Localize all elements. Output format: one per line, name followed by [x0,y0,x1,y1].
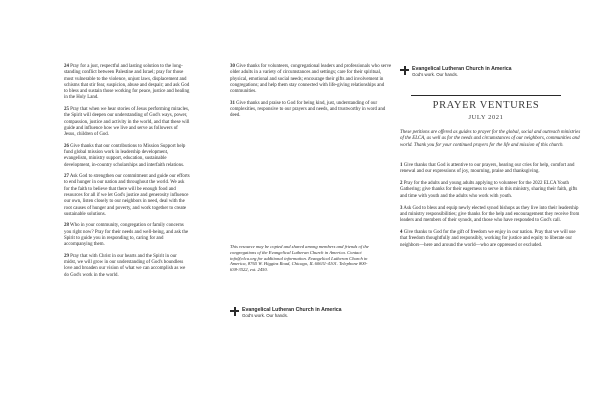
entry-number: 4 [400,230,403,236]
entry-number: 2 [400,181,403,187]
entry-text: Ask God to bless and equip newly elected synod bishops as they live into their leadership and ministry responsibilities; give thanks for the help and encouragement they receive from leaders and members of their synods, and those who have responded to God's call. [400,205,580,224]
intro-text: These petitions are offered as guides to prayer for the global, social and outreach ministries of the ELCA, as well as for the needs and circumstances of our neighbors, communities and world. Thank you for your continued prayers for the life and mission of this church. [400,130,581,148]
entry-number: 26 [64,143,69,149]
entry-text: Who in your community, congregation or family concerns you right now? Pray for their needs and well-being, and ask the Spirit to guide you in responding to, caring for and accompanying them. [64,223,189,248]
right-column [400,0,600,400]
entry-text: Give thanks that God is attentive to our prayers, hearing our cries for help, comfort and renewal and our expressions of joy, mourning, praise and thanksgiving. [400,162,575,175]
prayer-entry [230,101,392,120]
prayer-entry [400,163,582,176]
entry-text: Give thanks that our contributions to Mission Support help fund global mission work in leadership development, evangelism, ministry support, education, sustainable development, in-country scholarships and interfaith relations. [64,143,186,168]
prayer-entry [64,223,190,248]
entry-number: 29 [64,253,69,259]
entry-text: Ask God to strengthen our commitment and guide our efforts to end hunger in our nation and throughout the world. We ask for the faith to believe that there will be enough food and resources for all if we let God's justice and generosity influence our own, listen closely to our neighbors in need, deal with the root causes of hunger and poverty, and work together to create sustainable solutions. [64,174,190,217]
left-column [0,0,200,400]
title-block [400,95,582,121]
elca-logo [400,66,582,77]
entry-text: Pray for a just, respectful and lasting solution to the long-standing conflict between Palestine and Israel; pray for those most vulnerable to the violence, unjust laws, displacement and schisms that stir fear, suspicion, abuse and despair; and ask God to bless and sustain those working for peace, justice and healing in the Holy Land. [64,64,190,101]
copyright-note: This resource may be copied and shared among members and friends of the congregations of the Evangelical Lutheran Church in America. Contact info@elca.org for additional information. Evangelical Lutheran Church in America, 8765 W. Higgins Road, Chicago, IL 60631-4101. Telephone 800-638-3522, ext. 2450. [230,244,369,273]
entry-number: 27 [64,174,69,180]
cross-icon [400,66,409,75]
prayer-entry [64,174,190,218]
logo-name: Evangelical Lutheran Church in America [242,307,342,313]
prayer-entry [64,107,190,138]
elca-logo [230,307,342,318]
prayer-entry [64,254,190,279]
logo-name: Evangelical Lutheran Church in America [412,66,512,72]
entry-text: Pray that when we hear stories of Jesus performing miracles, the Spirit will deepen our understanding of God's ways, power, compassion, justice and activity in the world, and that these will guide and influence how we live and serve as followers of Jesus, children of God. [64,106,190,138]
logo-tagline: God's work. Our hands. [412,72,458,77]
entry-number: 30 [230,64,235,69]
logo-tagline: God's work. Our hands. [242,313,288,318]
entry-number: 31 [230,100,235,106]
middle-column [200,0,403,400]
entry-text: Pray that with Christ in our hearts and the Spirit in our midst, we will grow in our understanding of God's boundless love and broaden our vision of what we can accomplish as we do God's work in the world. [64,253,186,278]
entry-number: 25 [64,106,69,112]
entry-text: Give thanks for volunteers, congregational leaders and professionals who serve older adults in a variety of circumstances and settings; care for their spiritual, physical, emotional and social needs; encourage their gifts and involvement in congregations; and help them stay connected with life-giving relationships and communities. [230,64,392,95]
prayer-entry [400,206,582,225]
prayer-entry [64,144,190,169]
page-subtitle: JULY 2021 [468,114,504,121]
prayer-entry [64,64,190,102]
cross-icon [230,307,239,316]
entry-number: 1 [400,162,403,168]
prayer-entry [400,181,582,200]
entry-text: Pray for the adults and young adults applying to volunteer for the 2022 ELCA Youth Gathering; give thanks for their eagerness to serve in this ministry, sharing their faith, gifts and time with youth and the adults who work with youth. [400,181,578,199]
page-title: PRAYER VENTURES [411,95,561,111]
entry-number: 28 [64,223,69,229]
entry-number: 3 [400,205,403,211]
entry-number: 24 [64,64,69,69]
entry-text: Give thanks to God for the gift of freedom we enjoy in our nation. Pray that we will use that freedom thoughtfully and responsibly, working for justice and equity to liberate our neighbors—here and around the world—who are oppressed or excluded. [400,230,576,248]
prayer-entry [400,230,582,249]
prayer-entry [230,64,392,95]
entry-text: Give thanks and praise to God for being kind, just, understanding of our complexities, responsive to our prayers and needs, and trustworthy in word and deed. [230,100,386,119]
